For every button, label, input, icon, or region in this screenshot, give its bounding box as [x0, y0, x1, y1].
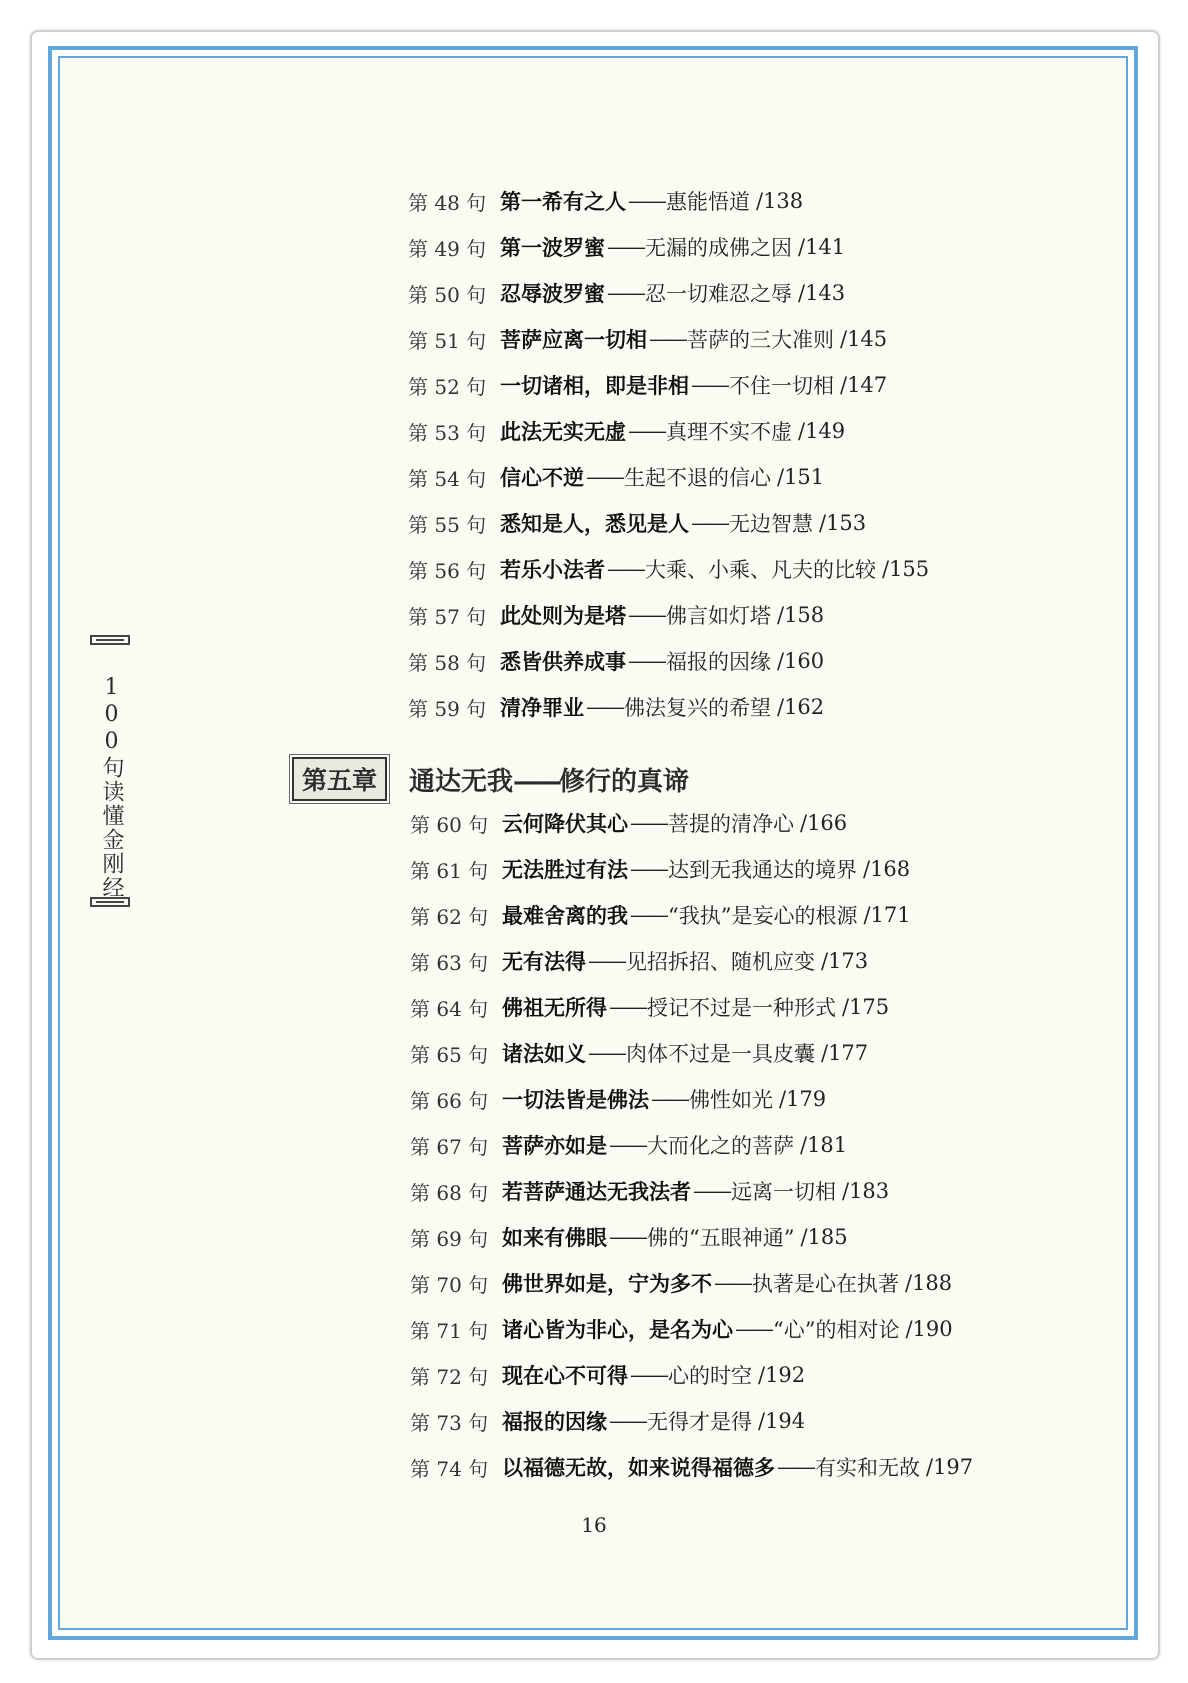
- entry-page: /162: [777, 695, 825, 719]
- entry-subtitle: “心”的相对论: [773, 1318, 900, 1342]
- entry-page: /194: [758, 1409, 806, 1433]
- entry-page: /141: [798, 235, 846, 259]
- entry-dash: ——: [649, 327, 685, 351]
- entry-dash: ——: [651, 1087, 687, 1111]
- toc-entry: [408, 408, 1088, 454]
- entry-page: /168: [863, 857, 911, 881]
- spine-ornament-bottom: [90, 897, 130, 907]
- entry-title: 忍辱波罗蜜: [500, 281, 605, 306]
- entry-dash: ——: [693, 1179, 729, 1203]
- entry-dash: ——: [586, 465, 622, 489]
- toc-entry: [410, 892, 1090, 938]
- entry-page: /160: [777, 649, 825, 673]
- entry-number: 第 54 句: [408, 466, 487, 491]
- toc-entry: [410, 1260, 1090, 1306]
- entry-page: /147: [840, 373, 888, 397]
- entry-page: /151: [777, 465, 825, 489]
- entry-subtitle: 福报的因缘: [666, 650, 771, 674]
- entry-subtitle: 有实和无故: [815, 1456, 920, 1480]
- entry-number: 第 70 句: [410, 1272, 489, 1297]
- entry-dash: ——: [630, 1363, 666, 1387]
- entry-dash: ——: [628, 419, 664, 443]
- toc-entry: [410, 846, 1090, 892]
- toc-entry: [410, 1444, 1090, 1490]
- entry-dash: ——: [630, 903, 666, 927]
- toc-entry: [408, 362, 1088, 408]
- toc-entry: [410, 1306, 1090, 1352]
- entry-number: 第 67 句: [410, 1134, 489, 1159]
- entry-title: 如来有佛眼: [502, 1225, 607, 1250]
- entry-title: 若菩萨通达无我法者: [502, 1179, 691, 1204]
- entry-dash: ——: [607, 281, 643, 305]
- toc-entry: [408, 178, 1088, 224]
- entry-number: 第 68 句: [410, 1180, 489, 1205]
- entry-title: 悉知是人，悉见是人: [500, 511, 689, 536]
- entry-dash: ——: [628, 603, 664, 627]
- entry-number: 第 48 句: [408, 190, 487, 215]
- toc-entry: [408, 638, 1088, 684]
- entry-number: 第 55 句: [408, 512, 487, 537]
- entry-page: /190: [905, 1317, 953, 1341]
- entry-dash: ——: [609, 995, 645, 1019]
- entry-dash: ——: [609, 1409, 645, 1433]
- entry-subtitle: 大乘、小乘、凡夫的比较: [645, 558, 876, 582]
- entry-subtitle: 忍一切难忍之辱: [645, 282, 792, 306]
- entry-dash: ——: [630, 857, 666, 881]
- entry-subtitle: 佛的“五眼神通”: [647, 1226, 795, 1250]
- chapter-heading: [292, 757, 689, 801]
- toc-entry: [410, 1214, 1090, 1260]
- entry-title: 最难舍离的我: [502, 903, 628, 928]
- entry-page: /177: [821, 1041, 869, 1065]
- entry-number: 第 69 句: [410, 1226, 489, 1251]
- toc-entry: [408, 684, 1088, 730]
- toc-entry: [408, 546, 1088, 592]
- entry-title: 第一波罗蜜: [500, 235, 605, 260]
- entry-dash: ——: [588, 1041, 624, 1065]
- entry-dash: ——: [607, 235, 643, 259]
- entry-dash: ——: [691, 511, 727, 535]
- entry-title: 以福德无故，如来说得福德多: [502, 1455, 775, 1480]
- entry-subtitle: 执著是心在执著: [752, 1272, 899, 1296]
- entry-number: 第 56 句: [408, 558, 487, 583]
- chapter-subtitle: 修行的真谛: [559, 766, 690, 797]
- entry-page: /185: [800, 1225, 848, 1249]
- entry-number: 第 64 句: [410, 996, 489, 1021]
- toc-list-part-1: [408, 178, 1088, 730]
- entry-number: 第 72 句: [410, 1364, 489, 1389]
- entry-subtitle: 无得才是得: [647, 1410, 752, 1434]
- entry-subtitle: 菩萨的三大准则: [687, 328, 834, 352]
- toc-entry: [408, 224, 1088, 270]
- entry-title: 福报的因缘: [502, 1409, 607, 1434]
- running-header: [90, 635, 134, 910]
- entry-subtitle: 达到无我通达的境界: [668, 858, 857, 882]
- entry-subtitle: 生起不退的信心: [624, 466, 771, 490]
- entry-dash: ——: [630, 811, 666, 835]
- entry-subtitle: 无漏的成佛之因: [645, 236, 792, 260]
- toc-entry: [408, 270, 1088, 316]
- entry-subtitle: 佛言如灯塔: [666, 604, 771, 628]
- toc-list-part-2: [410, 800, 1090, 1490]
- entry-page: /175: [842, 995, 890, 1019]
- toc-entry: [410, 1030, 1090, 1076]
- entry-dash: ——: [628, 189, 664, 213]
- entry-dash: ——: [714, 1271, 750, 1295]
- entry-subtitle: 远离一切相: [731, 1180, 836, 1204]
- entry-page: /158: [777, 603, 825, 627]
- toc-entry: [410, 1076, 1090, 1122]
- entry-number: 第 53 句: [408, 420, 487, 445]
- entry-number: 第 74 句: [410, 1456, 489, 1481]
- entry-title: 无有法得: [502, 949, 586, 974]
- entry-dash: ——: [735, 1317, 771, 1341]
- entry-subtitle: 无边智慧: [729, 512, 813, 536]
- entry-dash: ——: [586, 695, 622, 719]
- entry-page: /171: [863, 903, 911, 927]
- entry-number: 第 51 句: [408, 328, 487, 353]
- entry-title: 诸心皆为非心，是名为心: [502, 1317, 733, 1342]
- toc-entry: [408, 500, 1088, 546]
- entry-subtitle: 佛法复兴的希望: [624, 696, 771, 720]
- entry-number: 第 66 句: [410, 1088, 489, 1113]
- entry-dash: ——: [628, 649, 664, 673]
- toc-entry: [410, 938, 1090, 984]
- entry-title: 菩萨应离一切相: [500, 327, 647, 352]
- entry-page: /181: [800, 1133, 848, 1157]
- toc-entry: [408, 592, 1088, 638]
- entry-number: 第 73 句: [410, 1410, 489, 1435]
- entry-dash: ——: [607, 557, 643, 581]
- entry-subtitle: 真理不实不虚: [666, 420, 792, 444]
- entry-title: 信心不逆: [500, 465, 584, 490]
- entry-subtitle: “我执”是妄心的根源: [668, 904, 858, 928]
- entry-page: /188: [905, 1271, 953, 1295]
- entry-page: /145: [840, 327, 888, 351]
- entry-number: 第 49 句: [408, 236, 487, 261]
- book-title: 100句读懂金刚经: [99, 675, 124, 900]
- entry-subtitle: 心的时空: [668, 1364, 752, 1388]
- entry-title: 现在心不可得: [502, 1363, 628, 1388]
- entry-page: /138: [756, 189, 804, 213]
- entry-title: 若乐小法者: [500, 557, 605, 582]
- entry-title: 云何降伏其心: [502, 811, 628, 836]
- entry-page: /179: [779, 1087, 827, 1111]
- entry-subtitle: 佛性如光: [689, 1088, 773, 1112]
- toc-entry: [410, 1122, 1090, 1168]
- toc-entry: [408, 454, 1088, 500]
- toc-entry: [408, 316, 1088, 362]
- entry-page: /197: [926, 1455, 974, 1479]
- chapter-main-title: 通达无我: [409, 766, 514, 797]
- entry-subtitle: 见招拆招、随机应变: [626, 950, 815, 974]
- page-number: 16: [581, 1513, 607, 1537]
- entry-title: 一切诸相，即是非相: [500, 373, 689, 398]
- entry-title: 菩萨亦如是: [502, 1133, 607, 1158]
- entry-title: 佛世界如是，宁为多不: [502, 1271, 712, 1296]
- entry-page: /155: [882, 557, 930, 581]
- entry-page: /173: [821, 949, 869, 973]
- entry-subtitle: 不住一切相: [729, 374, 834, 398]
- entry-title: 无法胜过有法: [502, 857, 628, 882]
- entry-dash: ——: [588, 949, 624, 973]
- spine-ornament-top: [90, 635, 130, 645]
- toc-entry: [410, 1398, 1090, 1444]
- entry-number: 第 71 句: [410, 1318, 489, 1343]
- entry-number: 第 60 句: [410, 812, 489, 837]
- entry-number: 第 62 句: [410, 904, 489, 929]
- toc-entry: [410, 984, 1090, 1030]
- entry-number: 第 50 句: [408, 282, 487, 307]
- entry-dash: ——: [609, 1133, 645, 1157]
- toc-entry: [410, 1168, 1090, 1214]
- entry-title: 此处则为是塔: [500, 603, 626, 628]
- entry-page: /143: [798, 281, 846, 305]
- chapter-dash: ——: [513, 766, 560, 797]
- entry-page: /153: [819, 511, 867, 535]
- entry-number: 第 61 句: [410, 858, 489, 883]
- entry-subtitle: 惠能悟道: [666, 190, 750, 214]
- entry-number: 第 52 句: [408, 374, 487, 399]
- entry-page: /166: [800, 811, 848, 835]
- entry-subtitle: 肉体不过是一具皮囊: [626, 1042, 815, 1066]
- entry-dash: ——: [777, 1455, 813, 1479]
- entry-title: 此法无实无虚: [500, 419, 626, 444]
- entry-subtitle: 菩提的清净心: [668, 812, 794, 836]
- entry-subtitle: 授记不过是一种形式: [647, 996, 836, 1020]
- entry-title: 诸法如义: [502, 1041, 586, 1066]
- toc-entry: [410, 1352, 1090, 1398]
- entry-number: 第 63 句: [410, 950, 489, 975]
- chapter-title: [409, 761, 689, 798]
- toc-entry: [410, 800, 1090, 846]
- entry-page: /183: [842, 1179, 890, 1203]
- entry-page: /192: [758, 1363, 806, 1387]
- entry-number: 第 59 句: [408, 696, 487, 721]
- entry-title: 一切法皆是佛法: [502, 1087, 649, 1112]
- entry-number: 第 65 句: [410, 1042, 489, 1067]
- entry-dash: ——: [691, 373, 727, 397]
- entry-page: /149: [798, 419, 846, 443]
- entry-title: 清净罪业: [500, 695, 584, 720]
- entry-title: 第一希有之人: [500, 189, 626, 214]
- entry-number: 第 58 句: [408, 650, 487, 675]
- entry-dash: ——: [609, 1225, 645, 1249]
- entry-title: 悉皆供养成事: [500, 649, 626, 674]
- entry-subtitle: 大而化之的菩萨: [647, 1134, 794, 1158]
- entry-number: 第 57 句: [408, 604, 487, 629]
- chapter-badge: 第五章: [292, 757, 387, 801]
- entry-title: 佛祖无所得: [502, 995, 607, 1020]
